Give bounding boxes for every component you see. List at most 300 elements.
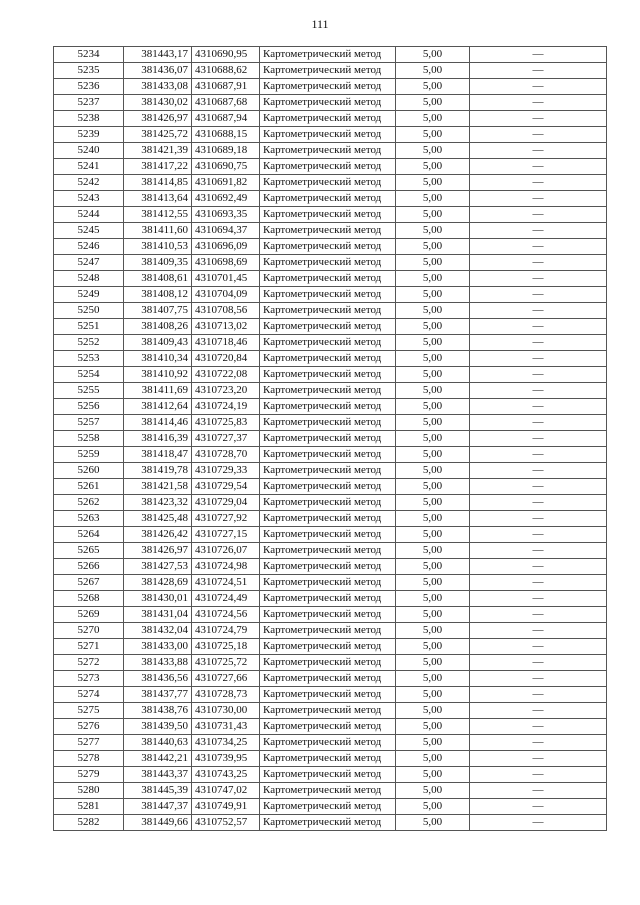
method-cell: Картометрический метод [260,79,396,95]
accuracy-cell: 5,00 [396,815,470,831]
description-cell: — [470,127,607,143]
method-cell: Картометрический метод [260,591,396,607]
method-cell: Картометрический метод [260,47,396,63]
y-coordinate-cell: 4310708,56 [192,303,260,319]
method-cell: Картометрический метод [260,815,396,831]
point-number-cell: 5254 [54,367,124,383]
y-coordinate-cell: 4310747,02 [192,783,260,799]
table-row [54,367,607,383]
page-number: 111 [311,17,329,31]
method-cell: Картометрический метод [260,783,396,799]
method-cell: Картометрический метод [260,447,396,463]
method-cell: Картометрический метод [260,335,396,351]
method-cell: Картометрический метод [260,367,396,383]
method-cell: Картометрический метод [260,703,396,719]
y-coordinate-cell: 4310692,49 [192,191,260,207]
x-coordinate-cell: 381431,04 [124,607,192,623]
method-cell: Картометрический метод [260,287,396,303]
y-coordinate-cell: 4310729,54 [192,479,260,495]
table-row [54,335,607,351]
table-row [54,95,607,111]
description-cell: — [470,607,607,623]
y-coordinate-cell: 4310743,25 [192,767,260,783]
accuracy-cell: 5,00 [396,623,470,639]
point-number-cell: 5252 [54,335,124,351]
point-number-cell: 5256 [54,399,124,415]
accuracy-cell: 5,00 [396,783,470,799]
y-coordinate-cell: 4310739,95 [192,751,260,767]
accuracy-cell: 5,00 [396,335,470,351]
y-coordinate-cell: 4310734,25 [192,735,260,751]
table-row [54,303,607,319]
accuracy-cell: 5,00 [396,399,470,415]
y-coordinate-cell: 4310728,73 [192,687,260,703]
x-coordinate-cell: 381426,42 [124,527,192,543]
description-cell: — [470,479,607,495]
x-coordinate-cell: 381421,58 [124,479,192,495]
accuracy-cell: 5,00 [396,207,470,223]
point-number-cell: 5281 [54,799,124,815]
description-cell: — [470,639,607,655]
point-number-cell: 5269 [54,607,124,623]
y-coordinate-cell: 4310725,18 [192,639,260,655]
accuracy-cell: 5,00 [396,559,470,575]
accuracy-cell: 5,00 [396,367,470,383]
x-coordinate-cell: 381433,00 [124,639,192,655]
description-cell: — [470,63,607,79]
x-coordinate-cell: 381409,35 [124,255,192,271]
point-number-cell: 5248 [54,271,124,287]
accuracy-cell: 5,00 [396,479,470,495]
x-coordinate-cell: 381443,17 [124,47,192,63]
x-coordinate-cell: 381416,39 [124,431,192,447]
accuracy-cell: 5,00 [396,95,470,111]
y-coordinate-cell: 4310726,07 [192,543,260,559]
method-cell: Картометрический метод [260,495,396,511]
method-cell: Картометрический метод [260,639,396,655]
description-cell: — [470,671,607,687]
point-number-cell: 5271 [54,639,124,655]
description-cell: — [470,335,607,351]
accuracy-cell: 5,00 [396,607,470,623]
method-cell: Картометрический метод [260,431,396,447]
y-coordinate-cell: 4310698,69 [192,255,260,271]
x-coordinate-cell: 381428,69 [124,575,192,591]
method-cell: Картометрический метод [260,575,396,591]
description-cell: — [470,223,607,239]
x-coordinate-cell: 381412,55 [124,207,192,223]
accuracy-cell: 5,00 [396,495,470,511]
method-cell: Картометрический метод [260,63,396,79]
point-number-cell: 5253 [54,351,124,367]
description-cell: — [470,735,607,751]
table-row [54,159,607,175]
accuracy-cell: 5,00 [396,511,470,527]
accuracy-cell: 5,00 [396,303,470,319]
point-number-cell: 5249 [54,287,124,303]
point-number-cell: 5235 [54,63,124,79]
y-coordinate-cell: 4310724,79 [192,623,260,639]
x-coordinate-cell: 381413,64 [124,191,192,207]
table-row [54,175,607,191]
description-cell: — [470,95,607,111]
table-row [54,111,607,127]
method-cell: Картометрический метод [260,159,396,175]
method-cell: Картометрический метод [260,223,396,239]
description-cell: — [470,655,607,671]
table-row [54,591,607,607]
x-coordinate-cell: 381412,64 [124,399,192,415]
accuracy-cell: 5,00 [396,175,470,191]
table-row [54,639,607,655]
point-number-cell: 5272 [54,655,124,671]
point-number-cell: 5250 [54,303,124,319]
point-number-cell: 5236 [54,79,124,95]
table-row [54,127,607,143]
x-coordinate-cell: 381425,72 [124,127,192,143]
point-number-cell: 5241 [54,159,124,175]
method-cell: Картометрический метод [260,127,396,143]
description-cell: — [470,591,607,607]
y-coordinate-cell: 4310749,91 [192,799,260,815]
y-coordinate-cell: 4310713,02 [192,319,260,335]
x-coordinate-cell: 381436,07 [124,63,192,79]
point-number-cell: 5246 [54,239,124,255]
point-number-cell: 5263 [54,511,124,527]
method-cell: Картометрический метод [260,95,396,111]
y-coordinate-cell: 4310704,09 [192,287,260,303]
table-row [54,351,607,367]
accuracy-cell: 5,00 [396,751,470,767]
table-row [54,655,607,671]
y-coordinate-cell: 4310727,92 [192,511,260,527]
x-coordinate-cell: 381439,50 [124,719,192,735]
point-number-cell: 5261 [54,479,124,495]
description-cell: — [470,719,607,735]
accuracy-cell: 5,00 [396,671,470,687]
table-row [54,143,607,159]
accuracy-cell: 5,00 [396,591,470,607]
table-row [54,239,607,255]
point-number-cell: 5251 [54,319,124,335]
description-cell: — [470,751,607,767]
y-coordinate-cell: 4310752,57 [192,815,260,831]
description-cell: — [470,527,607,543]
point-number-cell: 5260 [54,463,124,479]
method-cell: Картометрический метод [260,751,396,767]
table-row [54,703,607,719]
description-cell: — [470,319,607,335]
method-cell: Картометрический метод [260,511,396,527]
point-number-cell: 5264 [54,527,124,543]
method-cell: Картометрический метод [260,255,396,271]
description-cell: — [470,191,607,207]
x-coordinate-cell: 381408,12 [124,287,192,303]
accuracy-cell: 5,00 [396,639,470,655]
point-number-cell: 5240 [54,143,124,159]
point-number-cell: 5258 [54,431,124,447]
method-cell: Картометрический метод [260,191,396,207]
point-number-cell: 5279 [54,767,124,783]
description-cell: — [470,447,607,463]
description-cell: — [470,415,607,431]
y-coordinate-cell: 4310727,15 [192,527,260,543]
accuracy-cell: 5,00 [396,655,470,671]
accuracy-cell: 5,00 [396,159,470,175]
accuracy-cell: 5,00 [396,703,470,719]
point-number-cell: 5267 [54,575,124,591]
method-cell: Картометрический метод [260,543,396,559]
table-row [54,479,607,495]
y-coordinate-cell: 4310688,15 [192,127,260,143]
y-coordinate-cell: 4310694,37 [192,223,260,239]
table-row [54,431,607,447]
table-row [54,383,607,399]
point-number-cell: 5280 [54,783,124,799]
table-row [54,191,607,207]
method-cell: Картометрический метод [260,719,396,735]
point-number-cell: 5273 [54,671,124,687]
x-coordinate-cell: 381430,02 [124,95,192,111]
description-cell: — [470,255,607,271]
accuracy-cell: 5,00 [396,79,470,95]
description-cell: — [470,79,607,95]
point-number-cell: 5274 [54,687,124,703]
y-coordinate-cell: 4310725,72 [192,655,260,671]
x-coordinate-cell: 381409,43 [124,335,192,351]
x-coordinate-cell: 381433,08 [124,79,192,95]
x-coordinate-cell: 381437,77 [124,687,192,703]
description-cell: — [470,47,607,63]
description-cell: — [470,575,607,591]
x-coordinate-cell: 381414,46 [124,415,192,431]
method-cell: Картометрический метод [260,767,396,783]
description-cell: — [470,463,607,479]
accuracy-cell: 5,00 [396,415,470,431]
accuracy-cell: 5,00 [396,431,470,447]
accuracy-cell: 5,00 [396,799,470,815]
y-coordinate-cell: 4310701,45 [192,271,260,287]
table-row [54,671,607,687]
x-coordinate-cell: 381410,92 [124,367,192,383]
accuracy-cell: 5,00 [396,319,470,335]
table-row [54,207,607,223]
accuracy-cell: 5,00 [396,191,470,207]
description-cell: — [470,399,607,415]
y-coordinate-cell: 4310724,98 [192,559,260,575]
description-cell: — [470,783,607,799]
table-row [54,463,607,479]
point-number-cell: 5282 [54,815,124,831]
x-coordinate-cell: 381419,78 [124,463,192,479]
description-cell: — [470,367,607,383]
method-cell: Картометрический метод [260,559,396,575]
description-cell: — [470,703,607,719]
x-coordinate-cell: 381414,85 [124,175,192,191]
table-row [54,319,607,335]
x-coordinate-cell: 381433,88 [124,655,192,671]
method-cell: Картометрический метод [260,799,396,815]
point-number-cell: 5234 [54,47,124,63]
method-cell: Картометрический метод [260,463,396,479]
method-cell: Картометрический метод [260,239,396,255]
accuracy-cell: 5,00 [396,127,470,143]
x-coordinate-cell: 381408,26 [124,319,192,335]
table-row [54,719,607,735]
table-row [54,559,607,575]
method-cell: Картометрический метод [260,383,396,399]
method-cell: Картометрический метод [260,735,396,751]
x-coordinate-cell: 381445,39 [124,783,192,799]
table-row [54,751,607,767]
accuracy-cell: 5,00 [396,447,470,463]
table-row [54,607,607,623]
method-cell: Картометрический метод [260,207,396,223]
y-coordinate-cell: 4310727,66 [192,671,260,687]
description-cell: — [470,799,607,815]
table-row [54,767,607,783]
y-coordinate-cell: 4310727,37 [192,431,260,447]
table-row [54,799,607,815]
table-row [54,575,607,591]
point-number-cell: 5259 [54,447,124,463]
x-coordinate-cell: 381407,75 [124,303,192,319]
method-cell: Картометрический метод [260,303,396,319]
method-cell: Картометрический метод [260,399,396,415]
x-coordinate-cell: 381418,47 [124,447,192,463]
table-row [54,527,607,543]
y-coordinate-cell: 4310691,82 [192,175,260,191]
description-cell: — [470,767,607,783]
y-coordinate-cell: 4310724,49 [192,591,260,607]
accuracy-cell: 5,00 [396,735,470,751]
description-cell: — [470,559,607,575]
x-coordinate-cell: 381408,61 [124,271,192,287]
description-cell: — [470,815,607,831]
y-coordinate-cell: 4310728,70 [192,447,260,463]
y-coordinate-cell: 4310725,83 [192,415,260,431]
description-cell: — [470,543,607,559]
y-coordinate-cell: 4310693,35 [192,207,260,223]
table-row [54,495,607,511]
table-row [54,255,607,271]
y-coordinate-cell: 4310729,33 [192,463,260,479]
x-coordinate-cell: 381443,37 [124,767,192,783]
point-number-cell: 5275 [54,703,124,719]
y-coordinate-cell: 4310687,68 [192,95,260,111]
point-number-cell: 5278 [54,751,124,767]
method-cell: Картометрический метод [260,607,396,623]
x-coordinate-cell: 381410,53 [124,239,192,255]
table-body [54,47,607,831]
point-number-cell: 5244 [54,207,124,223]
accuracy-cell: 5,00 [396,687,470,703]
x-coordinate-cell: 381423,32 [124,495,192,511]
description-cell: — [470,159,607,175]
x-coordinate-cell: 381449,66 [124,815,192,831]
point-number-cell: 5277 [54,735,124,751]
method-cell: Картометрический метод [260,671,396,687]
description-cell: — [470,175,607,191]
y-coordinate-cell: 4310720,84 [192,351,260,367]
x-coordinate-cell: 381438,76 [124,703,192,719]
accuracy-cell: 5,00 [396,223,470,239]
table-row [54,271,607,287]
description-cell: — [470,623,607,639]
description-cell: — [470,495,607,511]
accuracy-cell: 5,00 [396,271,470,287]
method-cell: Картометрический метод [260,351,396,367]
method-cell: Картометрический метод [260,655,396,671]
accuracy-cell: 5,00 [396,63,470,79]
table-row [54,287,607,303]
accuracy-cell: 5,00 [396,111,470,127]
accuracy-cell: 5,00 [396,255,470,271]
description-cell: — [470,143,607,159]
x-coordinate-cell: 381447,37 [124,799,192,815]
point-number-cell: 5245 [54,223,124,239]
y-coordinate-cell: 4310687,94 [192,111,260,127]
accuracy-cell: 5,00 [396,239,470,255]
description-cell: — [470,383,607,399]
method-cell: Картометрический метод [260,143,396,159]
y-coordinate-cell: 4310718,46 [192,335,260,351]
x-coordinate-cell: 381411,60 [124,223,192,239]
table-row [54,815,607,831]
method-cell: Картометрический метод [260,319,396,335]
table-row [54,63,607,79]
x-coordinate-cell: 381417,22 [124,159,192,175]
y-coordinate-cell: 4310729,04 [192,495,260,511]
accuracy-cell: 5,00 [396,287,470,303]
table-row [54,511,607,527]
method-cell: Картометрический метод [260,271,396,287]
point-number-cell: 5255 [54,383,124,399]
point-number-cell: 5257 [54,415,124,431]
coordinates-table [53,46,607,831]
table-row [54,543,607,559]
point-number-cell: 5268 [54,591,124,607]
x-coordinate-cell: 381430,01 [124,591,192,607]
y-coordinate-cell: 4310730,00 [192,703,260,719]
table-row [54,735,607,751]
point-number-cell: 5276 [54,719,124,735]
accuracy-cell: 5,00 [396,463,470,479]
y-coordinate-cell: 4310689,18 [192,143,260,159]
description-cell: — [470,303,607,319]
point-number-cell: 5265 [54,543,124,559]
x-coordinate-cell: 381426,97 [124,111,192,127]
y-coordinate-cell: 4310687,91 [192,79,260,95]
accuracy-cell: 5,00 [396,543,470,559]
table-row [54,415,607,431]
point-number-cell: 5243 [54,191,124,207]
x-coordinate-cell: 381425,48 [124,511,192,527]
point-number-cell: 5238 [54,111,124,127]
method-cell: Картометрический метод [260,687,396,703]
y-coordinate-cell: 4310690,75 [192,159,260,175]
y-coordinate-cell: 4310696,09 [192,239,260,255]
description-cell: — [470,351,607,367]
x-coordinate-cell: 381421,39 [124,143,192,159]
y-coordinate-cell: 4310724,56 [192,607,260,623]
x-coordinate-cell: 381440,63 [124,735,192,751]
y-coordinate-cell: 4310688,62 [192,63,260,79]
table-row [54,447,607,463]
accuracy-cell: 5,00 [396,575,470,591]
x-coordinate-cell: 381410,34 [124,351,192,367]
method-cell: Картометрический метод [260,175,396,191]
